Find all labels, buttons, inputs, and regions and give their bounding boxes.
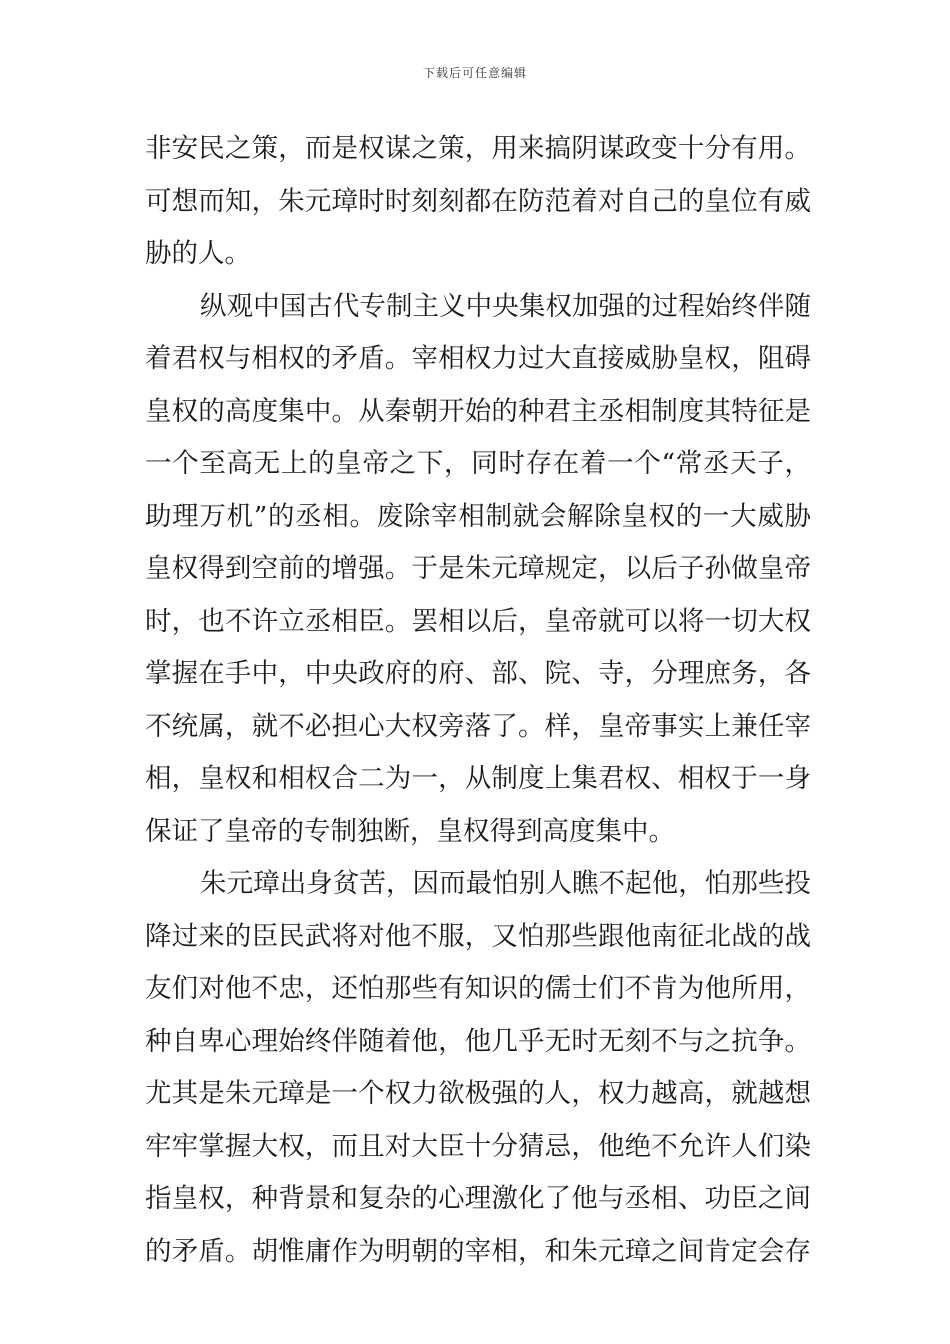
text-line: 友们对他不忠，还怕那些有知识的儒士们不肯为他所用， [145,973,811,1004]
text-line: 牢牢掌握大权，而且对大臣十分猜忌，他绝不允许人们染 [145,1130,811,1162]
text-line: 助理万机”的丞相。废除宰相制就会解除皇权的一大威胁 [145,500,811,532]
text-line: 掌握在手中，中央政府的府、部、院、寺，分理庶务，各 [145,658,811,689]
text-line: 的矛盾。胡惟庸作为明朝的宰相，和朱元璋之间肯定会存 [145,1235,811,1267]
text-line: 尤其是朱元璋是一个权力欲极强的人，权力越高，就越想 [145,1078,811,1109]
document-body [145,123,811,1278]
text-line: 着君权与相权的矛盾。宰相权力过大直接威胁皇权，阻碍 [145,343,811,374]
paragraph-first-line: 朱元璋出身贫苦，因而最怕别人瞧不起他，怕那些投 [200,868,811,899]
text-line: 降过来的臣民武将对他不服，又怕那些跟他南征北战的战 [145,920,811,952]
text-line: 时，也不许立丞相臣。罢相以后，皇帝就可以将一切大权 [145,605,811,637]
text-line: 非安民之策，而是权谋之策，用来搞阴谋政变十分有用。 [145,133,811,164]
text-line: 种自卑心理始终伴随着他，他几乎无时无刻不与之抗争。 [145,1025,811,1057]
page-header: 下载后可任意编辑 [422,66,527,80]
text-line: 皇权的高度集中。从秦朝开始的种君主丞相制度其特征是 [145,395,811,427]
text-line: 可想而知，朱元璋时时刻刻都在防范着对自己的皇位有威 [145,185,811,217]
text-line: 皇权得到空前的增强。于是朱元璋规定，以后子孙做皇帝 [145,553,811,584]
text-line: 指皇权，种背景和复杂的心理激化了他与丞相、功臣之间 [145,1183,811,1214]
paragraph-first-line: 纵观中国古代专制主义中央集权加强的过程始终伴随 [200,290,811,322]
text-line: 一个至高无上的皇帝之下，同时存在着一个“常丞天子， [145,448,811,479]
text-line: 胁的人。 [145,238,251,269]
text-line: 相，皇权和相权合二为一，从制度上集君权、相权于一身 [145,763,811,794]
text-line: 不统属，就不必担心大权旁落了。样，皇帝事实上兼任宰 [145,710,811,742]
text-line: 保证了皇帝的专制独断，皇权得到高度集中。 [145,815,675,847]
